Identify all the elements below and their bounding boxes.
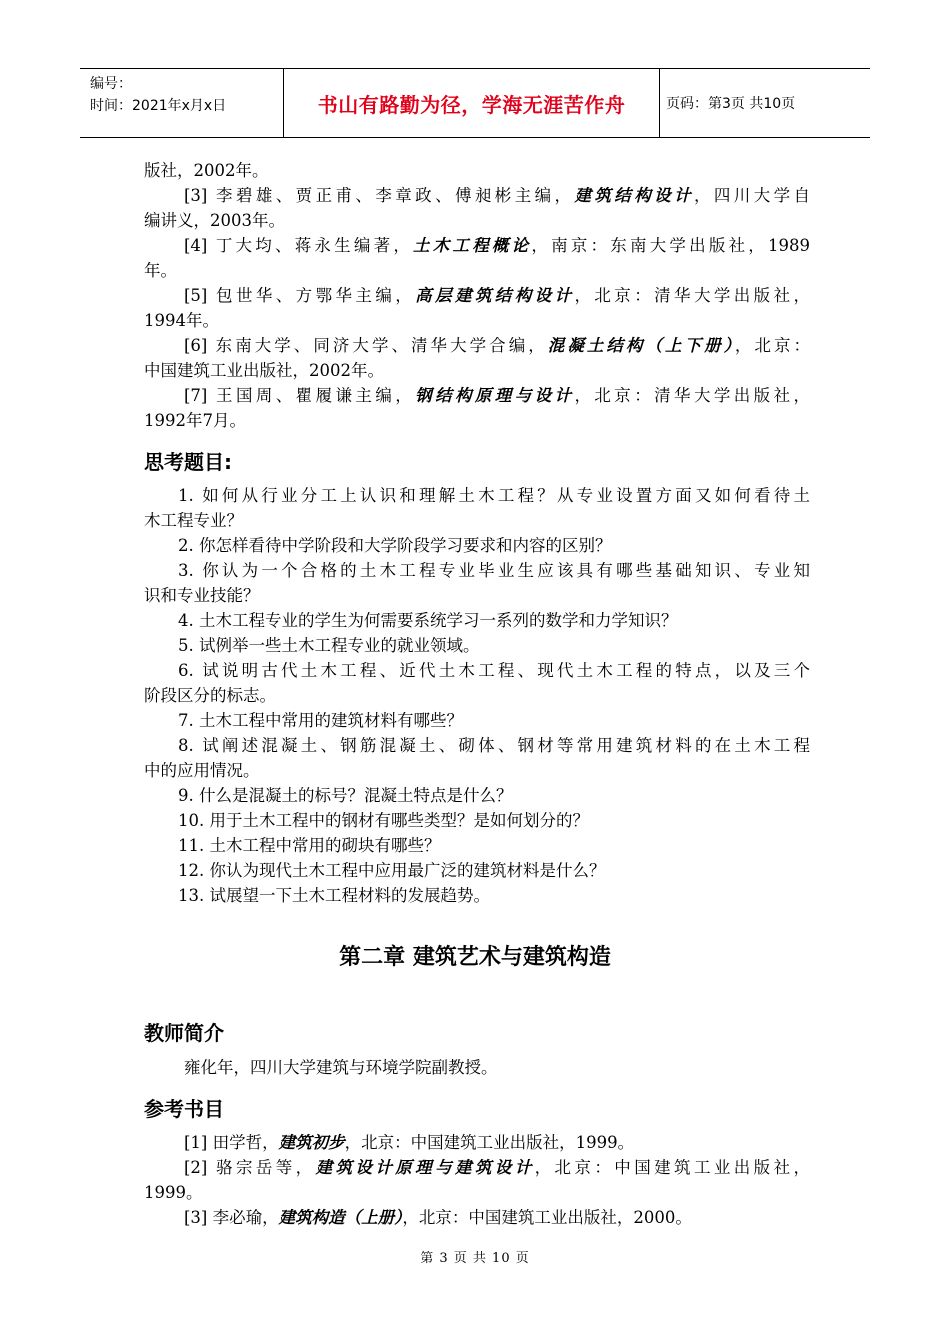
reference-5 <box>144 283 810 308</box>
questions-heading: 思考题目: <box>144 450 232 474</box>
reference-3-cont: 编讲义，2003年。 <box>144 211 285 230</box>
book-reference-2 <box>144 1155 810 1180</box>
question-12: 12. 你认为现代土木工程中应用最广泛的建筑材料是什么？ <box>178 861 606 880</box>
serial-label: 编号： <box>90 76 132 92</box>
question-1-cont: 木工程专业？ <box>144 511 243 530</box>
reference-4-book: 土木工程概论 <box>413 236 532 255</box>
reference-list-bottom <box>144 1130 810 1230</box>
reference-7 <box>144 383 810 408</box>
references-heading: 参考书目 <box>144 1097 224 1121</box>
reference-7-cont: 1992年7月。 <box>144 411 246 430</box>
question-4: 4. 土木工程专业的学生为何需要系统学习一系列的数学和力学知识？ <box>178 611 678 630</box>
reference-4-cont: 年。 <box>144 261 177 280</box>
header-page-info: 页码：第3页 共10页 <box>666 96 796 112</box>
question-9: 9. 什么是混凝土的标号？混凝土特点是什么？ <box>178 786 513 805</box>
book-reference-1-title: 建筑初步 <box>278 1133 345 1152</box>
page-header <box>80 68 870 138</box>
question-10: 10. 用于土木工程中的钢材有哪些类型？是如何划分的？ <box>178 811 589 830</box>
question-11: 11. 土木工程中常用的砌块有哪些？ <box>178 836 441 855</box>
header-motto: 书山有路勤为径，学海无涯苦作舟 <box>283 69 660 137</box>
reference-4-publisher: ，南京：东南大学出版社，1989 <box>531 236 811 255</box>
question-7: 7. 土木工程中常用的建筑材料有哪些？ <box>178 711 463 730</box>
book-reference-2-title: 建筑设计原理与建筑设计 <box>315 1158 535 1177</box>
book-reference-3-title: 建筑构造（上册） <box>278 1208 403 1227</box>
book-reference-1-publisher: ，北京：中国建筑工业出版社，1999。 <box>344 1133 635 1152</box>
reference-4 <box>144 233 810 258</box>
book-reference-2-cont: 1999。 <box>144 1183 203 1202</box>
reference-7-authors: [7] 王国周、瞿履谦主编， <box>184 386 416 405</box>
teacher-heading: 教师简介 <box>144 1021 224 1045</box>
teacher-section <box>144 1055 810 1080</box>
reference-3-authors: [3] 李碧雄、贾正甫、李章政、傅昶彬主编， <box>184 186 575 205</box>
book-reference-2-author: [2] 骆宗岳等， <box>184 1158 316 1177</box>
book-reference-3-publisher: ，北京：中国建筑工业出版社，2000。 <box>402 1208 692 1227</box>
reference-7-book: 钢结构原理与设计 <box>415 386 575 405</box>
question-3-cont: 识和专业技能？ <box>144 586 260 605</box>
reference-3 <box>144 183 810 208</box>
question-3: 3. 你认为一个合格的土木工程专业毕业生应该具有哪些基础知识、专业知 <box>178 561 810 580</box>
header-meta <box>80 69 283 137</box>
chapter-title: 第二章 建筑艺术与建筑构造 <box>339 945 611 970</box>
question-8: 8. 试阐述混凝土、钢筋混凝土、砌体、钢材等常用建筑材料的在土木工程 <box>178 736 810 755</box>
reference-6-book: 混凝土结构（上下册） <box>547 336 735 355</box>
reference-3-book: 建筑结构设计 <box>574 186 694 205</box>
book-reference-3-author: [3] 李必瑜， <box>184 1208 279 1227</box>
reference-2-tail: 版社，2002年。 <box>144 161 269 180</box>
question-5: 5. 试例举一些土木工程专业的就业领域。 <box>178 636 480 655</box>
reference-5-book: 高层建筑结构设计 <box>415 286 575 305</box>
book-reference-3 <box>144 1205 810 1230</box>
reference-5-cont: 1994年。 <box>144 311 219 330</box>
book-reference-2-publisher: ，北京：中国建筑工业出版社， <box>534 1158 811 1177</box>
reference-list-top <box>144 158 810 433</box>
time-label: 时间：2021年x月x日 <box>90 98 227 114</box>
question-2: 2. 你怎样看待中学阶段和大学阶段学习要求和内容的区别？ <box>178 536 612 555</box>
question-8-cont: 中的应用情况。 <box>144 761 260 780</box>
book-reference-1-author: [1] 田学哲， <box>184 1133 279 1152</box>
page-footer: 第 3 页 共 10 页 <box>420 1251 530 1266</box>
reference-6-authors: [6] 东南大学、同济大学、清华大学合编， <box>184 336 548 355</box>
question-list <box>144 483 810 908</box>
reference-4-authors: [4] 丁大均、蒋永生编著， <box>184 236 414 255</box>
reference-6-publisher: ，北京： <box>734 336 811 355</box>
reference-3-publisher: ，四川大学自 <box>693 186 811 205</box>
question-1: 1. 如何从行业分工上认识和理解土木工程？从专业设置方面又如何看待土 <box>178 486 810 505</box>
reference-6 <box>144 333 810 358</box>
question-6-cont: 阶段区分的标志。 <box>144 686 276 705</box>
question-6: 6. 试说明古代土木工程、近代土木工程、现代土木工程的特点，以及三个 <box>178 661 810 680</box>
reference-7-publisher: ，北京：清华大学出版社， <box>574 386 811 405</box>
teacher-intro: 雍化年，四川大学建筑与环境学院副教授。 <box>184 1058 498 1077</box>
question-13: 13. 试展望一下土木工程材料的发展趋势。 <box>178 886 490 905</box>
reference-5-publisher: ，北京：清华大学出版社， <box>574 286 811 305</box>
reference-5-authors: [5] 包世华、方鄂华主编， <box>184 286 416 305</box>
book-reference-1 <box>144 1130 810 1155</box>
reference-6-cont: 中国建筑工业出版社，2002年。 <box>144 361 384 380</box>
